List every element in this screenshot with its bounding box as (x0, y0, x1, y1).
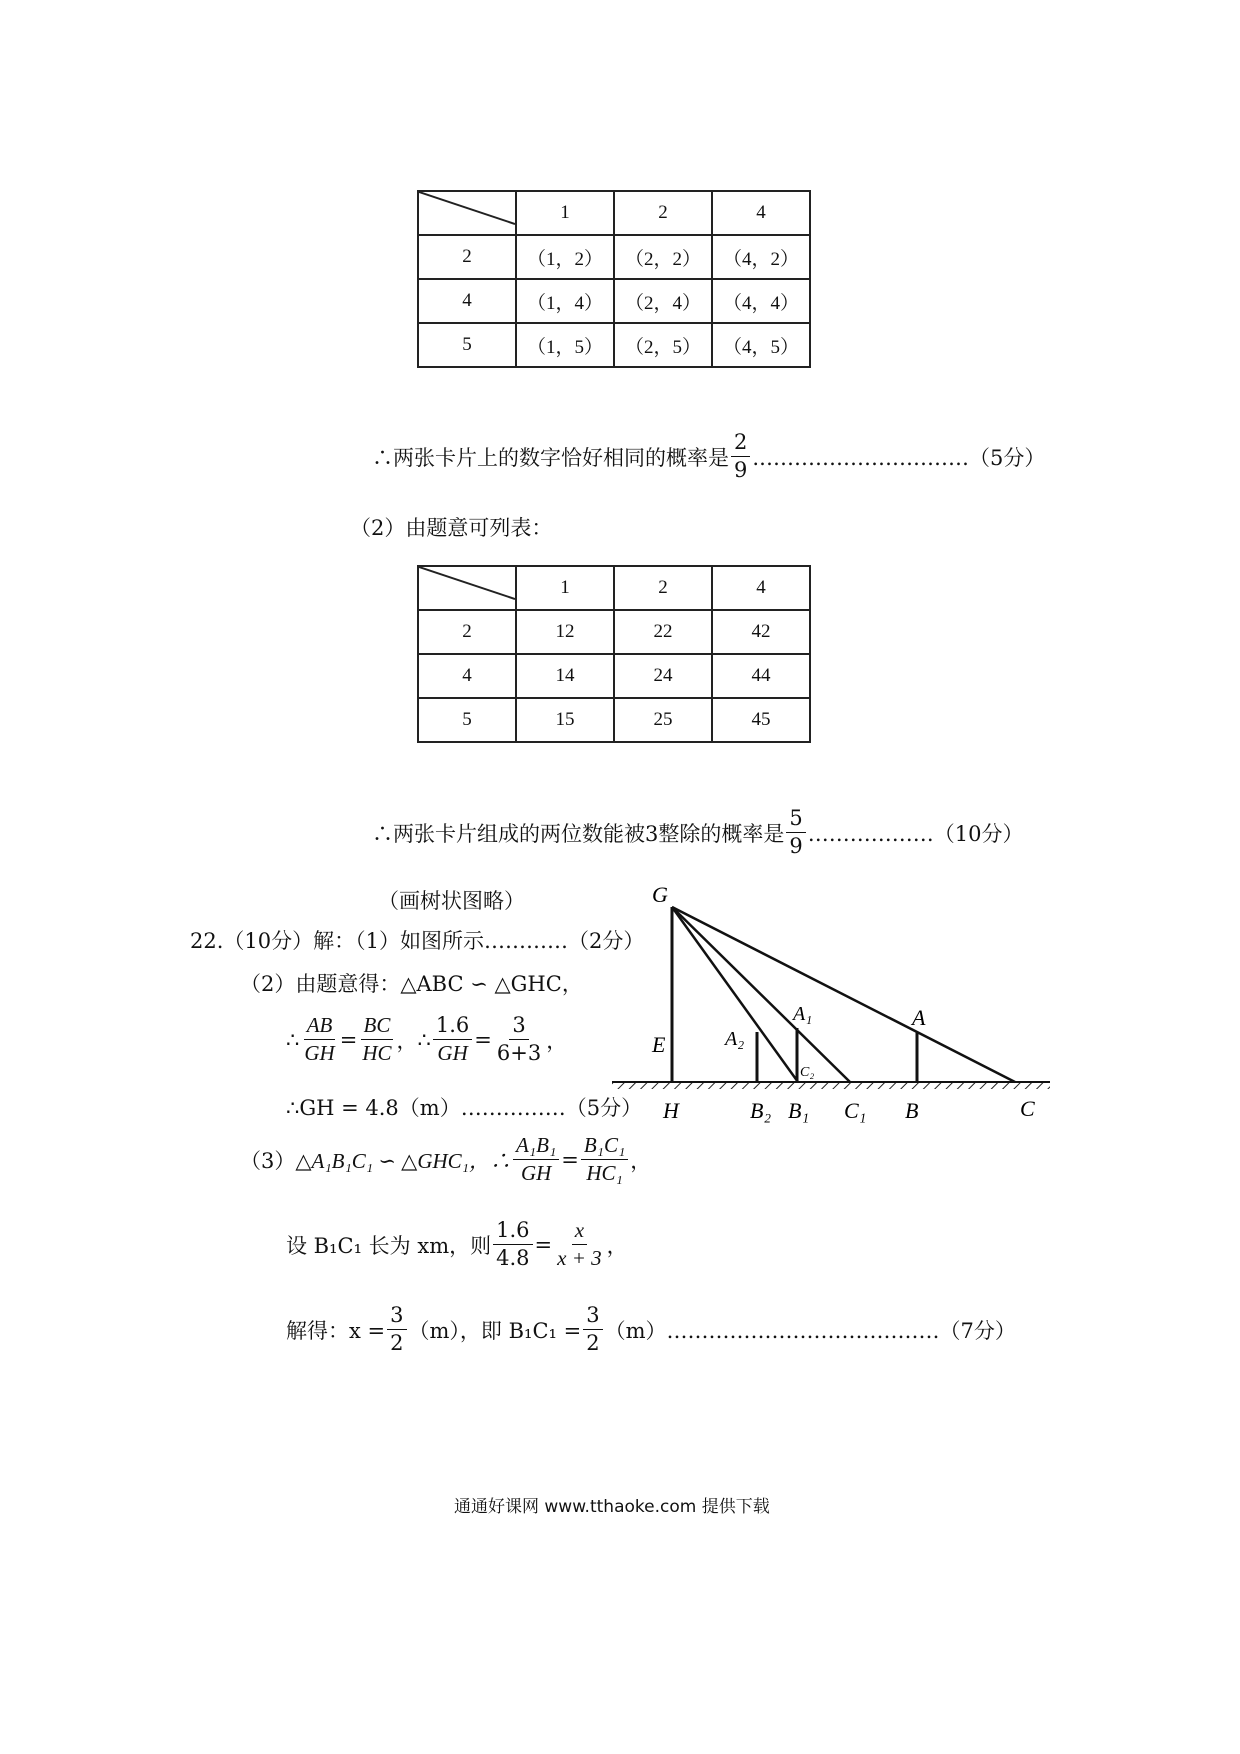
therefore-sign: ∴ (286, 1027, 300, 1052)
table-row (418, 279, 810, 323)
table-header-cell: 4 (712, 566, 810, 610)
table-cell: （4，4） (712, 279, 810, 323)
table-header-cell: 1 (516, 566, 614, 610)
equals-sign: = (339, 1027, 358, 1052)
label-c: C (1020, 1096, 1035, 1121)
table-row (418, 698, 810, 742)
table-cell: 12 (516, 610, 614, 654)
comma: ， (396, 1028, 418, 1053)
row-label: 5 (418, 698, 516, 742)
comma: ， (606, 1233, 628, 1258)
row-label: 2 (418, 610, 516, 654)
label-b: B (905, 1098, 919, 1123)
ground-hatch (612, 1082, 1050, 1089)
part2-intro: （2）由题意可列表： (350, 516, 553, 540)
part-label: （3） (240, 1148, 296, 1173)
comma: ， (546, 1028, 568, 1053)
ray-gc2 (672, 907, 798, 1082)
fraction: $\frac{3}{6+3}$ (496, 1013, 542, 1065)
table-cell: （4，2） (712, 235, 810, 279)
fraction: $\frac{1.6}{GH}$ (433, 1015, 472, 1064)
page-footer: 通通好课网 www.tthaoke.com 提供下载 (454, 1497, 770, 1517)
equals-sign: = (534, 1232, 553, 1257)
table-cell: 24 (614, 654, 712, 698)
label-c2: C₂ (800, 1065, 815, 1080)
similarity-text: △A₁B₁C₁ ∽ △GHC₁，∴ (295, 1148, 511, 1173)
fraction: $\frac{AB}{GH}$ (304, 1013, 335, 1065)
table-cell: （1，4） (516, 279, 614, 323)
table-header-cell: 2 (614, 566, 712, 610)
table-cell: （2，4） (614, 279, 712, 323)
gh-result: ∴GH = 4.8（m）……………（5分） (286, 1096, 643, 1120)
table-header-row (418, 191, 810, 235)
row-label: 4 (418, 654, 516, 698)
fraction: $\frac{x}{x + 3}$ (557, 1218, 602, 1270)
part3-similarity (240, 1135, 651, 1184)
label-b1: B₁ (788, 1098, 810, 1123)
table-cell: 45 (712, 698, 810, 742)
score-note: .…………………………（5分） (752, 445, 1046, 470)
ray-gc (672, 907, 1015, 1082)
probability-line-1 (372, 432, 1045, 481)
ratio-equation (286, 1015, 567, 1064)
label-a: A (912, 1005, 926, 1030)
fraction: $\frac{1.6}{4.8}$ (493, 1220, 532, 1269)
row-label: 2 (418, 235, 516, 279)
label-a1: A₁ (793, 1003, 813, 1025)
table-row (418, 610, 810, 654)
equals-sign: = (561, 1147, 579, 1172)
therefore-sign: ∴ (417, 1027, 431, 1052)
pair-table (417, 190, 811, 368)
fraction: $\frac{3}{2}$ (387, 1305, 406, 1354)
tree-note: （画树状图略） (378, 889, 525, 913)
solution-line (286, 1305, 1016, 1354)
table-cell: （4，5） (712, 323, 810, 367)
table-row (418, 235, 810, 279)
comma: ， (630, 1148, 652, 1173)
line-text: ∴两张卡片组成的两位数能被3整除的概率是 (372, 821, 785, 846)
table-cell: 25 (614, 698, 712, 742)
label-g: G (652, 882, 668, 907)
row-label: 4 (418, 279, 516, 323)
fraction: $\frac{3}{2}$ (583, 1305, 602, 1354)
q22-heading: 22.（10分）解：（1）如图所示…………（2分） (190, 929, 645, 953)
score-note: （m）…………………………………（7分） (604, 1318, 1016, 1343)
label-c1: C₁ (844, 1098, 867, 1123)
label-h: H (663, 1098, 679, 1123)
table-header-cell: 2 (614, 191, 712, 235)
fraction: $\frac{2}{9}$ (731, 432, 750, 481)
fraction: $\frac{\text{A₁B₁}}{GH}$ (513, 1135, 559, 1184)
table-row (418, 654, 810, 698)
set-text: 设 B₁C₁ 长为 xm，则 (286, 1233, 492, 1258)
table-cell: （2，5） (614, 323, 712, 367)
fraction: $\frac{5}{9}$ (786, 808, 805, 857)
ray-gc1 (672, 907, 850, 1082)
score-note: ………………（10分） (807, 821, 1024, 846)
equals-sign: = (474, 1027, 492, 1052)
table-row (418, 323, 810, 367)
table-header-cell: 4 (712, 191, 810, 235)
label-e: E (652, 1032, 666, 1057)
table-header-row (418, 566, 810, 610)
fraction: $\frac{\text{B₁C₁}}{\text{HC₁}}$ (581, 1135, 628, 1184)
line-text: ∴两张卡片上的数字恰好相同的概率是 (372, 445, 729, 470)
probability-line-2 (372, 808, 1023, 857)
number-table (417, 565, 811, 743)
table-corner-cell (418, 191, 516, 235)
solve-text: （m），即 B₁C₁ = (408, 1318, 582, 1343)
shadow-geometry-figure (600, 880, 1060, 1140)
q22-part2-text: （2）由题意得：△ABC ∽ △GHC， (240, 972, 583, 996)
table-cell: （1，5） (516, 323, 614, 367)
table-corner-cell (418, 566, 516, 610)
table-cell: （1，2） (516, 235, 614, 279)
label-a2: A₂ (725, 1028, 745, 1050)
fraction: $\frac{BC}{HC}$ (362, 1013, 392, 1065)
table-cell: （2，2） (614, 235, 712, 279)
row-label: 5 (418, 323, 516, 367)
table-cell: 14 (516, 654, 614, 698)
table-header-cell: 1 (516, 191, 614, 235)
label-b2: B₂ (750, 1098, 772, 1123)
table-cell: 22 (614, 610, 712, 654)
set-variable-line (286, 1220, 628, 1269)
solve-text: 解得：x = (286, 1318, 386, 1343)
table-cell: 44 (712, 654, 810, 698)
table-cell: 42 (712, 610, 810, 654)
table-cell: 15 (516, 698, 614, 742)
